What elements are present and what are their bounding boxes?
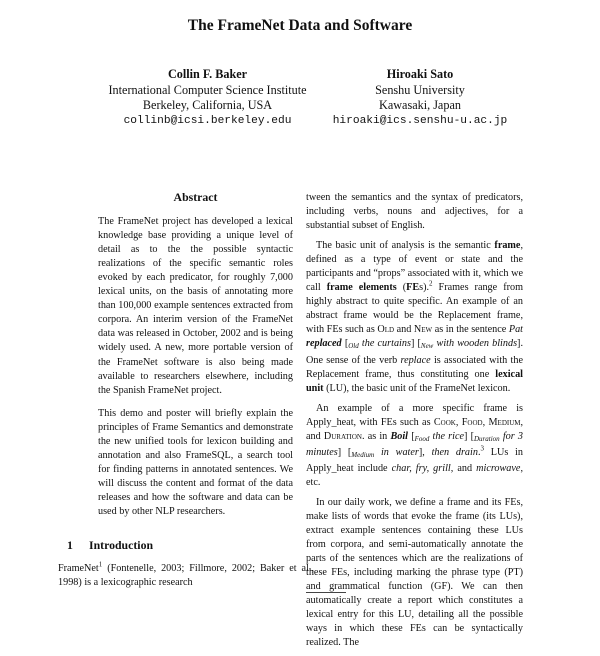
author-email: hiroaki@ics.senshu-u.ac.jp [332, 114, 508, 127]
author-location: Berkeley, California, USA [142, 98, 273, 113]
author-block-1 [85, 67, 330, 129]
author-email: collinb@icsi.berkeley.edu [123, 114, 292, 127]
author-block-2 [300, 67, 540, 129]
author-location: Kawasaki, Japan [379, 98, 461, 113]
section-number: 1 [67, 538, 73, 553]
author-name: Hiroaki Sato [386, 67, 454, 81]
abstract-paragraph: This demo and poster will briefly explain the principles of Frame Semantics and demonstrate the new unified tools for lexicon building and annotation and also FrameSQL, a search tool for finding patterns in annotated sentences. We will discuss the content and format of the data releases and how the software and data can be used by other NLP researchers. [98, 407, 293, 517]
abstract-heading: Abstract [173, 190, 218, 204]
intro-paragraph [58, 562, 314, 590]
footnote-marker: 1 [98, 560, 103, 569]
text: FrameNet [58, 563, 99, 575]
text: (Fontenelle, 2003; Fillmore, 2002; Baker et al., 1998) is a lexicographic research [58, 563, 314, 589]
abstract-paragraph: The FrameNet project has developed a lexical knowledge base providing a unique level of detail as to the the possible syntactic realizations of the specific semantic roles evoked by each predicator, for roughly 7,000 lexical units, on the basis of annotating more than 100,000 example sentences extracted from corpora. An interim version of the FrameNet data was released in October, 2002 and is being widely used. A new, more portable version of the FrameNet software is also being made available to researchers elsewhere, including the Spanish FrameNet project. [98, 216, 293, 396]
author-name: Collin F. Baker [167, 67, 248, 81]
footnote-rule [306, 592, 346, 593]
body-paragraph: tween the semantics and the syntax of predicators, including verbs, nouns and adjectives, for a substantial subset of English. [306, 192, 523, 232]
body-paragraph: The basic unit of analysis is the semantic frame, defined as a type of event or state and the participants and “props” associated with it, which we call frame elements (FEs).$^2$ Frames range from highly abstract to quite specific. An example of an abstract frame would be the Replacement frame, with FEs such as Old and New as in the sentence Pat replaced [$_{Old}$ the curtains] [$_{New}$ with wooden blinds]. One sense of the verb replace is associated with the Replacement frame, thus constituting one lexical unit (LU), the basic unit of the FrameNet lexicon. [306, 240, 523, 394]
section-title: Introduction [89, 538, 154, 553]
author-affiliation: Senshu University [375, 82, 465, 97]
body-paragraph: In our daily work, we define a frame and its FEs, make lists of words that evoke the frame (its LUs), extract example sentences containing these LUs from corpora, and semi-automatically annotate the parts of the sentences which are the realizations of these FEs, including marking the phrase type (PT) and grammatical function (GF). We can then automatically create a report which constitutes a lexical entry for this LU, detailing all the possible ways in which these FEs can be syntactically realized. The [306, 496, 523, 649]
section-heading-introduction [67, 538, 302, 552]
body-paragraph: An example of a more specific frame is Apply_heat, with FEs such as Cook, Food, Medium, and Duration. as in Boil [$_{Food}$ the rice] [$_{Duration}$ for 3 minutes] [$_{Medium}$ in water], then drain.$^3$ LUs in Apply_heat include char, fry, grill, and microwave, etc. [306, 402, 524, 488]
paper-title: The FrameNet Data and Software [187, 17, 413, 34]
author-affiliation: International Computer Science Institute [108, 82, 307, 97]
abstract [89, 215, 302, 519]
left-column [58, 190, 314, 596]
right-column [306, 191, 523, 656]
